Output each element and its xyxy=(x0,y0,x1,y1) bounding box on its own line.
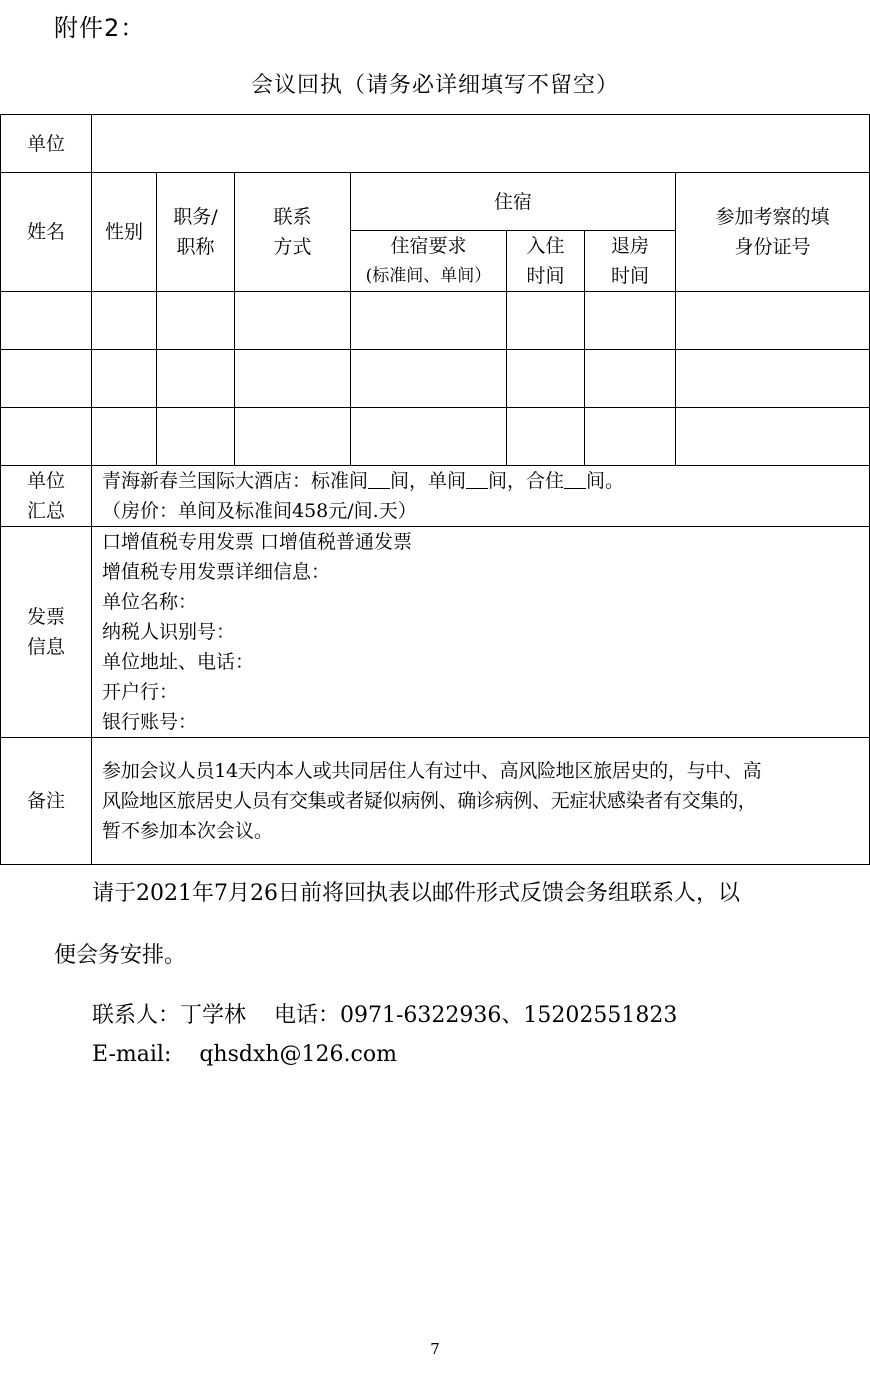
checkin-header xyxy=(507,231,585,292)
summary-content xyxy=(92,466,870,527)
page-number: 7 xyxy=(430,1340,440,1358)
header-row-1 xyxy=(1,173,870,231)
contact-header-line-2: 方式 xyxy=(273,236,312,258)
attendee-row xyxy=(1,408,870,466)
unit-row xyxy=(1,115,870,173)
attendee-row xyxy=(1,350,870,408)
attendee-cell[interactable] xyxy=(585,350,676,408)
form-title: 会议回执（请务必详细填写不留空） xyxy=(250,73,619,98)
attendee-cell[interactable] xyxy=(507,350,585,408)
rooms-end-text: 间。 xyxy=(586,470,625,492)
invoice-row xyxy=(1,527,870,738)
checkout-line-2: 时间 xyxy=(610,265,649,287)
price-line: （房价：单间及标准间458元/间.天） xyxy=(102,500,417,522)
standard-room-blank[interactable] xyxy=(368,468,390,489)
attendee-cell[interactable] xyxy=(235,350,351,408)
checkout-header xyxy=(585,231,676,292)
lodging-req-line-1: 住宿要求 xyxy=(390,235,467,257)
attendee-cell[interactable] xyxy=(92,408,157,466)
attendee-cell[interactable] xyxy=(235,292,351,350)
attendee-cell[interactable] xyxy=(1,292,92,350)
summary-row xyxy=(1,466,870,527)
checkin-line-1: 入住 xyxy=(526,235,565,257)
hotel-line xyxy=(102,466,863,496)
unit-value-cell[interactable] xyxy=(92,115,870,173)
summary-label-line-1: 单位 xyxy=(26,470,65,492)
single-room-blank[interactable] xyxy=(466,468,488,489)
checkin-line-2: 时间 xyxy=(526,265,565,287)
remark-line-3: 暂不参加本次会议。 xyxy=(102,820,274,842)
invoice-label-line-2: 信息 xyxy=(26,636,65,658)
id-header-line-1: 参加考察的填 xyxy=(715,206,830,228)
hotel-text: 青海新春兰国际大酒店：标准间 xyxy=(102,470,369,492)
contact-header-line-1: 联系 xyxy=(273,206,312,228)
lodging-req-line-2: (标准间、单间） xyxy=(365,266,492,286)
attendee-cell[interactable] xyxy=(585,408,676,466)
remark-content xyxy=(92,738,870,865)
attendee-cell[interactable] xyxy=(676,292,870,350)
rooms-unit-text-2: 间，合住 xyxy=(488,470,565,492)
invoice-content xyxy=(92,527,870,738)
invoice-label-line-1: 发票 xyxy=(26,606,65,628)
lodging-requirement-header xyxy=(351,231,507,292)
attachment-label: 附件2： xyxy=(54,14,146,42)
attendee-cell[interactable] xyxy=(676,408,870,466)
contact-line: 联系人：丁学林 电话：0971-6322936、15202551823 xyxy=(92,1003,678,1028)
attendee-cell[interactable] xyxy=(157,292,235,350)
contact-header xyxy=(235,173,351,292)
attendee-cell[interactable] xyxy=(507,292,585,350)
rooms-unit-text: 间，单间 xyxy=(390,470,467,492)
remark-label: 备注 xyxy=(1,738,92,865)
summary-label xyxy=(1,466,92,527)
id-number-header xyxy=(676,173,870,292)
invoice-company-field[interactable]: 单位名称： xyxy=(102,591,198,613)
remark-line-2: 风险地区旅居史人员有交集或者疑似病例、确诊病例、无症状感染者有交集的， xyxy=(102,790,757,812)
position-header-line-2: 职称 xyxy=(176,236,215,258)
attendee-cell[interactable] xyxy=(157,350,235,408)
shared-room-blank[interactable] xyxy=(564,468,586,489)
attendee-cell[interactable] xyxy=(507,408,585,466)
attendee-cell[interactable] xyxy=(585,292,676,350)
position-header-line-1: 职务/ xyxy=(173,206,218,228)
receipt-form-table xyxy=(0,114,870,865)
attendee-cell[interactable] xyxy=(1,350,92,408)
checkout-line-1: 退房 xyxy=(610,235,649,257)
attendee-cell[interactable] xyxy=(351,408,507,466)
id-header-line-2: 身份证号 xyxy=(734,236,811,258)
lodging-header: 住宿 xyxy=(351,173,676,231)
attendee-cell[interactable] xyxy=(157,408,235,466)
invoice-bank-field[interactable]: 开户行： xyxy=(102,681,179,703)
name-header: 姓名 xyxy=(1,173,92,292)
position-header xyxy=(157,173,235,292)
email-line: E-mail: qhsdxh@126.com xyxy=(92,1042,397,1067)
invoice-label xyxy=(1,527,92,738)
invoice-account-field[interactable]: 银行账号： xyxy=(102,711,198,733)
invoice-detail-heading: 增值税专用发票详细信息： xyxy=(102,561,331,583)
remark-line-1: 参加会议人员14天内本人或共同居住人有过中、高风险地区旅居史的，与中、高 xyxy=(102,760,762,782)
invoice-type-options[interactable]: 口增值税专用发票 口增值税普通发票 xyxy=(102,531,413,553)
attendee-cell[interactable] xyxy=(235,408,351,466)
summary-label-line-2: 汇总 xyxy=(26,500,65,522)
attendee-cell[interactable] xyxy=(351,292,507,350)
attendee-cell[interactable] xyxy=(676,350,870,408)
invoice-tax-id-field[interactable]: 纳税人识别号： xyxy=(102,621,236,643)
attendee-cell[interactable] xyxy=(1,408,92,466)
notice-line-1: 请于2021年7月26日前将回执表以邮件形式反馈会务组联系人，以 xyxy=(92,881,740,906)
gender-header: 性别 xyxy=(92,173,157,292)
attendee-cell[interactable] xyxy=(92,350,157,408)
attendee-cell[interactable] xyxy=(351,350,507,408)
notice-line-2: 便会务安排。 xyxy=(54,943,187,968)
attendee-cell[interactable] xyxy=(92,292,157,350)
unit-label: 单位 xyxy=(1,115,92,173)
attendee-row xyxy=(1,292,870,350)
invoice-address-field[interactable]: 单位地址、电话： xyxy=(102,651,255,673)
remark-row xyxy=(1,738,870,865)
